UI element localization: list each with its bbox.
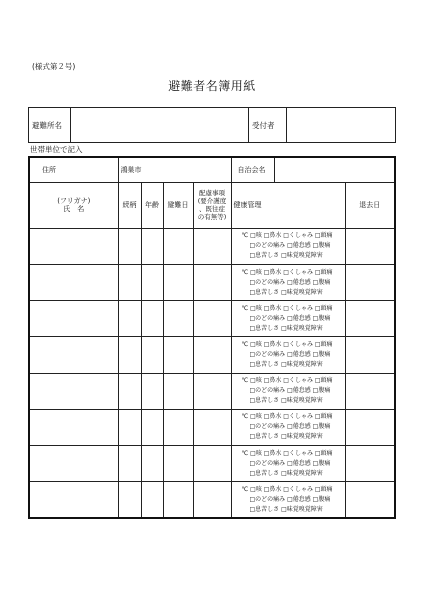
health-check-line1: ℃ □咳 □鼻水 □くしゃみ □頭痛 [241, 449, 333, 457]
name-header [29, 182, 118, 228]
considerations-line-1: 配慮事項 [199, 189, 225, 197]
health-check-cell[interactable] [231, 409, 345, 445]
health-check-line2: □のどの痛み □倦怠感 □腹痛 [249, 459, 331, 467]
considerations-cell[interactable] [193, 373, 231, 409]
household-note: 世帯単位で記入 [30, 145, 83, 154]
health-check-line2: □のどの痛み □倦怠感 □腹痛 [249, 278, 331, 286]
table-row [29, 446, 395, 482]
table-row [29, 228, 395, 264]
address-row [29, 157, 395, 182]
evac-date-cell[interactable] [163, 337, 193, 373]
leave-date-cell[interactable] [345, 301, 395, 337]
relation-cell[interactable] [118, 228, 141, 264]
shelter-name-field[interactable] [71, 108, 249, 143]
relation-header: 続柄 [118, 182, 141, 228]
health-check-cell[interactable] [231, 228, 345, 264]
age-cell[interactable] [141, 446, 163, 482]
age-header: 年齢 [141, 182, 163, 228]
leave-date-cell[interactable] [345, 228, 395, 264]
health-check-line1: ℃ □咳 □鼻水 □くしゃみ □頭痛 [241, 304, 333, 312]
health-check-cell[interactable] [231, 482, 345, 518]
relation-cell[interactable] [118, 409, 141, 445]
health-check-line3: □息苦しさ □味覚嗅覚障害 [249, 361, 323, 369]
relation-cell[interactable] [118, 482, 141, 518]
leave-date-cell[interactable] [345, 373, 395, 409]
health-check-line1: ℃ □咳 □鼻水 □くしゃみ □頭痛 [241, 413, 333, 421]
name-cell[interactable] [29, 446, 118, 482]
health-check-line2: □のどの痛み □倦怠感 □腹痛 [249, 351, 331, 359]
health-check-line3: □息苦しさ □味覚嗅覚障害 [249, 505, 323, 513]
table-row [29, 482, 395, 518]
health-check-line1: ℃ □咳 □鼻水 □くしゃみ □頭痛 [241, 485, 333, 493]
reception-field[interactable] [287, 108, 396, 143]
address-field[interactable]: 鴻巣市 [118, 157, 231, 182]
health-check-line2: □のどの痛み □倦怠感 □腹痛 [249, 495, 331, 503]
age-cell[interactable] [141, 228, 163, 264]
health-check-line3: □息苦しさ □味覚嗅覚障害 [249, 324, 323, 332]
considerations-cell[interactable] [193, 482, 231, 518]
health-header: 健康管理 [231, 182, 345, 228]
evac-date-header: 避難日 [163, 182, 193, 228]
considerations-header [193, 182, 231, 228]
considerations-line-2: (要介護度 [197, 197, 227, 206]
form-number: (様式第２号) [32, 62, 76, 71]
health-check-line2: □のどの痛み □倦怠感 □腹痛 [249, 423, 331, 431]
name-cell[interactable] [29, 228, 118, 264]
considerations-line-3: 、既往症 [199, 205, 225, 214]
age-cell[interactable] [141, 265, 163, 301]
evac-date-cell[interactable] [163, 409, 193, 445]
council-label: 自治会名 [232, 158, 275, 182]
name-cell[interactable] [29, 409, 118, 445]
relation-cell[interactable] [118, 301, 141, 337]
evac-date-cell[interactable] [163, 301, 193, 337]
relation-cell[interactable] [118, 265, 141, 301]
leave-date-cell[interactable] [345, 265, 395, 301]
table-row [29, 337, 395, 373]
reception-label: 受付者 [249, 108, 287, 143]
name-cell[interactable] [29, 373, 118, 409]
relation-cell[interactable] [118, 446, 141, 482]
health-check-line3: □息苦しさ □味覚嗅覚障害 [249, 433, 323, 441]
considerations-line-4: の有無等) [197, 213, 227, 222]
name-cell[interactable] [29, 265, 118, 301]
health-check-line1: ℃ □咳 □鼻水 □くしゃみ □頭痛 [241, 341, 333, 349]
evac-date-cell[interactable] [163, 446, 193, 482]
address-label: 住所 [29, 157, 118, 182]
council-field[interactable] [275, 158, 395, 182]
leave-date-header: 退去日 [345, 182, 395, 228]
health-check-line3: □息苦しさ □味覚嗅覚障害 [249, 252, 323, 260]
health-check-cell[interactable] [231, 373, 345, 409]
considerations-cell[interactable] [193, 301, 231, 337]
health-check-line2: □のどの痛み □倦怠感 □腹痛 [249, 242, 331, 250]
health-check-cell[interactable] [231, 446, 345, 482]
age-cell[interactable] [141, 337, 163, 373]
health-check-line2: □のどの痛み □倦怠感 □腹痛 [249, 314, 331, 322]
relation-cell[interactable] [118, 337, 141, 373]
evac-date-cell[interactable] [163, 482, 193, 518]
shelter-name-label: 避難所名 [29, 108, 71, 143]
table-row [29, 265, 395, 301]
health-check-cell[interactable] [231, 265, 345, 301]
header-row [29, 182, 395, 228]
table-row [29, 373, 395, 409]
leave-date-cell[interactable] [345, 482, 395, 518]
health-check-line1: ℃ □咳 □鼻水 □くしゃみ □頭痛 [241, 268, 333, 276]
furigana-label: (フリガナ) [57, 196, 91, 205]
health-check-line3: □息苦しさ □味覚嗅覚障害 [249, 469, 323, 477]
age-cell[interactable] [141, 301, 163, 337]
age-cell[interactable] [141, 373, 163, 409]
name-label: 氏 名 [63, 205, 85, 214]
leave-date-cell[interactable] [345, 446, 395, 482]
name-cell[interactable] [29, 337, 118, 373]
table-row [29, 301, 395, 337]
health-check-line3: □息苦しさ □味覚嗅覚障害 [249, 288, 323, 296]
evacuee-table [28, 156, 396, 519]
age-cell[interactable] [141, 482, 163, 518]
considerations-cell[interactable] [193, 228, 231, 264]
relation-cell[interactable] [118, 373, 141, 409]
leave-date-cell[interactable] [345, 337, 395, 373]
evac-date-cell[interactable] [163, 265, 193, 301]
considerations-cell[interactable] [193, 337, 231, 373]
considerations-cell[interactable] [193, 409, 231, 445]
considerations-cell[interactable] [193, 265, 231, 301]
council-cell [231, 157, 395, 182]
shelter-info-table [28, 107, 396, 143]
considerations-cell[interactable] [193, 446, 231, 482]
health-check-line2: □のどの痛み □倦怠感 □腹痛 [249, 387, 331, 395]
page-title: 避難者名簿用紙 [168, 79, 256, 93]
name-cell[interactable] [29, 301, 118, 337]
health-check-cell[interactable] [231, 337, 345, 373]
health-check-line1: ℃ □咳 □鼻水 □くしゃみ □頭痛 [241, 377, 333, 385]
health-check-line3: □息苦しさ □味覚嗅覚障害 [249, 397, 323, 405]
evac-date-cell[interactable] [163, 228, 193, 264]
table-row [29, 409, 395, 445]
evac-date-cell[interactable] [163, 373, 193, 409]
health-check-line1: ℃ □咳 □鼻水 □くしゃみ □頭痛 [241, 232, 333, 240]
name-cell[interactable] [29, 482, 118, 518]
age-cell[interactable] [141, 409, 163, 445]
leave-date-cell[interactable] [345, 409, 395, 445]
health-check-cell[interactable] [231, 301, 345, 337]
